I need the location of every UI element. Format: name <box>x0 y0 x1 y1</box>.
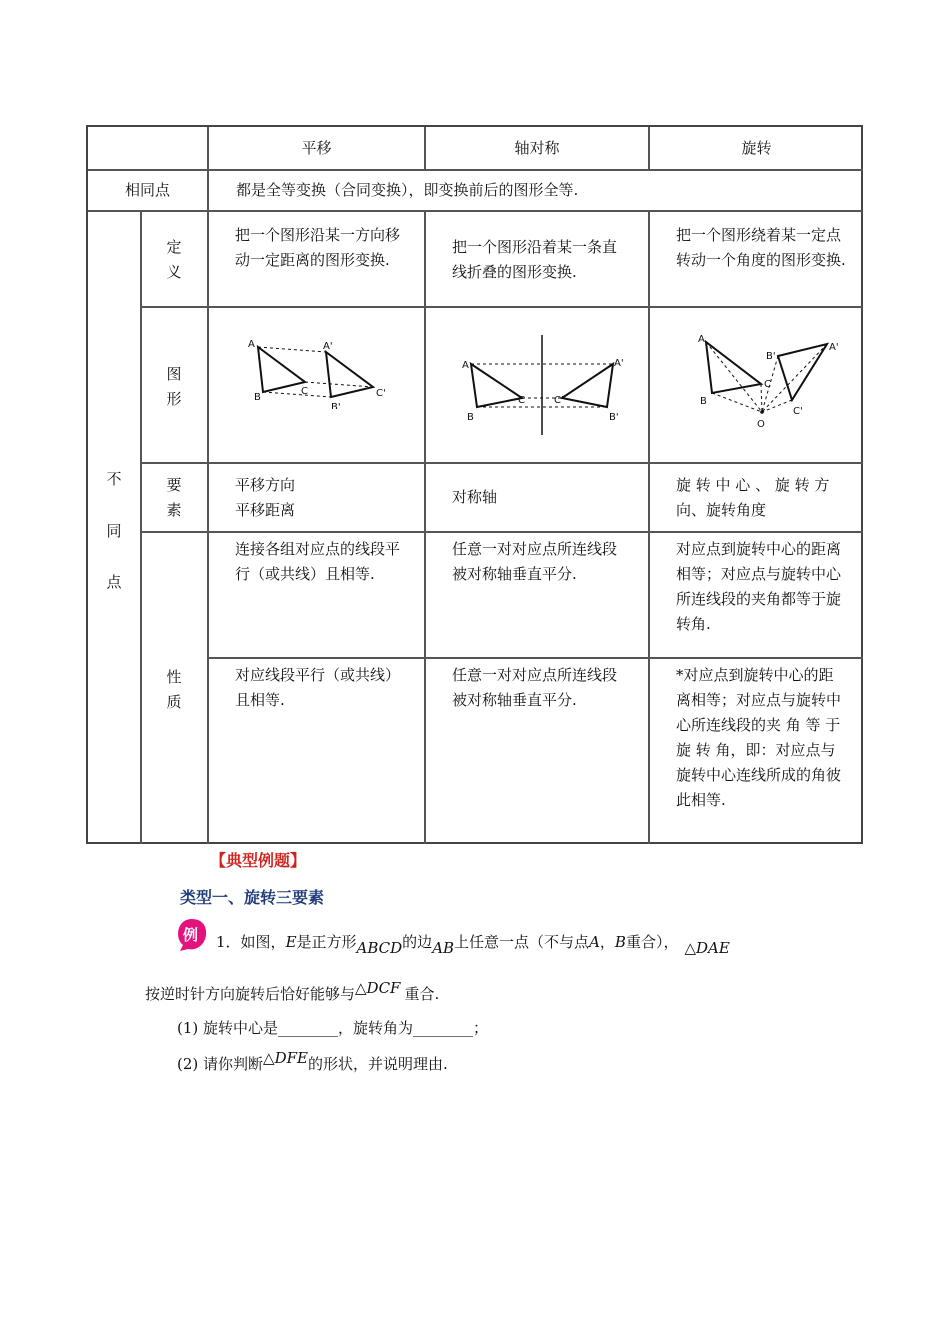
row-divider <box>140 306 863 308</box>
property-translation-1: 连接各组对应点的线段平行（或共线）且相等. <box>235 540 401 583</box>
definition-translation: 把一个图形沿某一方向移动一定距离的图形变换. <box>235 226 401 269</box>
point-label: A' <box>829 342 839 353</box>
dashed-line <box>761 384 762 412</box>
same-label: 相同点 <box>124 181 170 199</box>
dashed-line <box>762 400 792 412</box>
point-label: C' <box>793 406 803 417</box>
point-label: C' <box>376 388 386 399</box>
definition-reflection: 把一个图形沿着某一条直线折叠的图形变换. <box>452 238 618 281</box>
row-divider <box>88 210 863 212</box>
point-label: A' <box>614 358 624 369</box>
triangle-abc-prime <box>778 344 827 400</box>
point-label: C <box>764 379 771 390</box>
header-rotation: 旋转 <box>741 139 772 157</box>
point-label: B <box>254 392 261 403</box>
dashed-line <box>706 342 762 412</box>
dashed-line <box>258 347 326 352</box>
dashed-line <box>712 393 762 412</box>
elements-label: 要 素 <box>166 476 182 519</box>
triangle-abc <box>471 364 522 407</box>
center-point <box>760 410 764 414</box>
section-title: 【典型例题】 <box>210 851 307 870</box>
type-title: 类型一、旋转三要素 <box>180 888 325 907</box>
translation-figure <box>243 334 393 409</box>
point-label: A <box>248 339 255 350</box>
point-label: O <box>757 419 765 430</box>
elements-reflection: 对称轴 <box>452 488 498 506</box>
point-label: B' <box>609 412 619 423</box>
col-divider <box>424 210 426 844</box>
property-reflection-1: 任意一对对应点所连线段被对称轴垂直平分. <box>452 540 618 583</box>
row-divider <box>207 657 863 659</box>
property-reflection-2: 任意一对对应点所连线段被对称轴垂直平分. <box>452 666 618 709</box>
dashed-line <box>305 382 373 387</box>
question-1-sub-1: (1) 旋转中心是________，旋转角为________； <box>177 1019 489 1037</box>
point-label: C <box>518 395 525 406</box>
point-label: C' <box>554 395 564 406</box>
header-reflection: 轴对称 <box>514 139 560 157</box>
point-label: A <box>462 360 469 371</box>
rotation-figure <box>693 330 853 435</box>
triangle-abc <box>258 347 305 392</box>
point-label: B' <box>766 351 776 362</box>
question-1-sub-2: (2) 请你判断△DFE的形状，并说明理由. <box>177 1049 448 1073</box>
point-label: C <box>301 386 308 397</box>
reflection-figure <box>458 332 628 437</box>
point-label: A' <box>323 341 333 352</box>
definition-rotation: 把一个图形绕着某一定点转动一个角度的图形变换. <box>676 226 846 269</box>
definition-label: 定 义 <box>166 238 182 281</box>
point-label: B' <box>331 402 341 409</box>
question-1-line-2: 按逆时针方向旋转后恰好能够与△DCF 重合. <box>145 979 440 1003</box>
row-divider <box>140 462 863 464</box>
property-rotation-2: *对应点到旋转中心的距离相等；对应点与旋转中心所连线段的夹 角 等 于 旋 转 角，即：对应点与旋转中心连线所成的角彼此相等. <box>676 666 842 809</box>
diff-label: 不 同 点 <box>106 470 122 591</box>
property-label: 性 质 <box>166 668 182 711</box>
elements-rotation: 旋 转 中 心 、 旋 转 方 向、旋转角度 <box>676 476 830 519</box>
row-divider <box>140 531 863 533</box>
question-1-line-1: 1．如图，E是正方形ABCD的边AB上任意一点（不与点A，B重合）， △DAE <box>216 933 730 957</box>
svg-text:例: 例 <box>183 926 199 944</box>
col-divider <box>648 210 650 844</box>
dashed-line <box>263 392 331 397</box>
property-translation-2: 对应线段平行（或共线）且相等. <box>235 666 401 709</box>
elements-translation: 平移方向 平移距离 <box>235 476 296 519</box>
property-rotation-1: 对应点到旋转中心的距离相等；对应点与旋转中心所连线段的夹角都等于旋转角. <box>676 540 842 633</box>
figure-label: 图 形 <box>166 365 182 408</box>
point-label: B <box>467 412 474 423</box>
col-divider <box>207 127 209 844</box>
point-label: B <box>700 396 707 407</box>
point-label: A <box>698 334 705 345</box>
row-divider <box>88 169 863 171</box>
example-badge-icon <box>176 918 208 952</box>
triangle-abc-prime <box>326 352 373 397</box>
comparison-table <box>86 125 863 844</box>
header-translation: 平移 <box>301 139 332 157</box>
same-text: 都是全等变换（合同变换），即变换前后的图形全等. <box>236 181 579 199</box>
triangle-abc <box>706 342 761 393</box>
triangle-abc-prime <box>562 364 613 407</box>
col-divider <box>140 210 142 844</box>
